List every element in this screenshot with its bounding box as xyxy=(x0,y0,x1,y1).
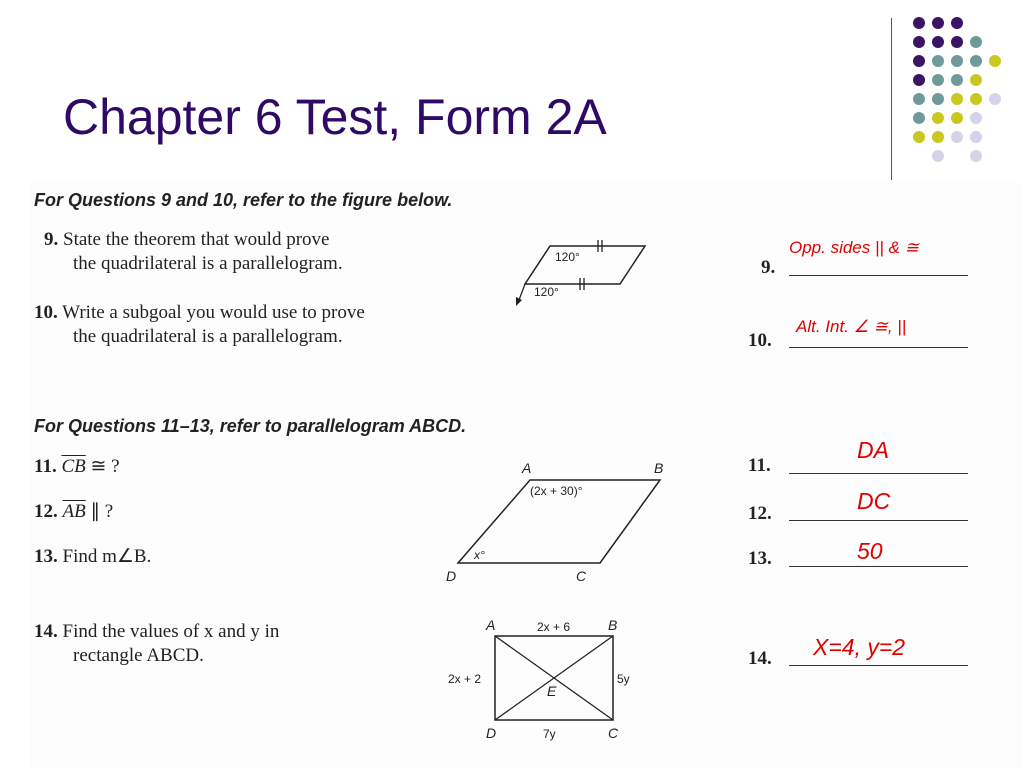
dot xyxy=(932,55,944,67)
left-side-label: 2x + 2 xyxy=(448,672,482,686)
question-9-line2: the quadrilateral is a parallelogram. xyxy=(73,253,343,274)
question-11-number: 11. xyxy=(34,456,57,477)
decorative-dot-grid xyxy=(0,0,1024,180)
answer-11-line xyxy=(789,473,968,474)
answer-10-number: 10. xyxy=(748,330,772,351)
question-11-segment: $\overline{CB}$ xyxy=(61,456,86,477)
question-9-number: 9. xyxy=(44,229,59,250)
question-13 xyxy=(34,545,151,569)
question-13-number: 13. xyxy=(34,546,58,567)
question-10-number: 10. xyxy=(34,302,58,323)
dot xyxy=(932,150,944,162)
answer-12-value: DC xyxy=(857,488,891,514)
dot xyxy=(970,74,982,86)
question-13-text: Find m∠B. xyxy=(62,546,152,567)
question-10-line1: Write a subgoal you would use to prove xyxy=(62,302,365,323)
question-14-number: 14. xyxy=(34,621,58,642)
dot xyxy=(951,74,963,86)
question-12-text: ∥ ? xyxy=(85,501,114,522)
rect-vertex-b-label: B xyxy=(608,617,618,633)
dot xyxy=(913,131,925,143)
question-14-line1: Find the values of x and y in xyxy=(62,621,280,642)
answer-11-value: DA xyxy=(857,437,889,463)
answer-12-number: 12. xyxy=(748,503,772,524)
page-title: Chapter 6 Test, Form 2A xyxy=(63,89,607,145)
dot xyxy=(932,17,944,29)
dot xyxy=(970,93,982,105)
vertex-d-label: D xyxy=(446,568,457,584)
answer-11-number: 11. xyxy=(748,455,771,476)
answer-13-number: 13. xyxy=(748,548,772,569)
dot xyxy=(951,112,963,124)
answer-14-value: X=4, y=2 xyxy=(813,634,906,660)
answer-10-value: Alt. Int. ∠ ≅, || xyxy=(796,317,907,336)
dot xyxy=(970,150,982,162)
dot xyxy=(951,36,963,48)
right-side-label: 5y xyxy=(617,672,630,686)
rectangle-abcd-figure xyxy=(440,614,640,746)
dot xyxy=(951,17,963,29)
dot xyxy=(913,74,925,86)
top-side-label: 2x + 6 xyxy=(537,620,571,634)
rect-vertex-c-label: C xyxy=(608,725,619,741)
dot xyxy=(970,55,982,67)
dot xyxy=(989,93,1001,105)
dot xyxy=(932,131,944,143)
dot xyxy=(970,112,982,124)
angle-top-label: 120° xyxy=(555,250,580,264)
dot xyxy=(989,55,1001,67)
dot xyxy=(951,93,963,105)
dot xyxy=(913,17,925,29)
parallelogram-abcd-figure xyxy=(440,455,680,590)
dot xyxy=(932,74,944,86)
question-10 xyxy=(34,301,365,349)
answer-9-number: 9. xyxy=(761,257,776,278)
dot xyxy=(913,93,925,105)
dot xyxy=(913,112,925,124)
bottom-side-label: 7y xyxy=(543,727,556,741)
rect-vertex-a-label: A xyxy=(486,617,496,633)
answer-12-line xyxy=(789,520,968,521)
center-e-label: E xyxy=(547,683,557,699)
angle-d-label: x° xyxy=(474,548,485,562)
section1-heading: For Questions 9 and 10, refer to the figure below. xyxy=(34,190,453,210)
answer-14-line xyxy=(789,665,968,666)
answer-13-line xyxy=(789,566,968,567)
answer-14-number: 14. xyxy=(748,648,772,669)
section2-heading: For Questions 11–13, refer to parallelogram ABCD. xyxy=(34,416,467,436)
question-9-line1: State the theorem that would prove xyxy=(63,229,330,250)
parallelogram-figure-1 xyxy=(510,234,660,314)
answer-9-value: Opp. sides || & ≅ xyxy=(789,238,919,257)
rect-vertex-d-label: D xyxy=(486,725,497,741)
question-12 xyxy=(34,500,113,524)
dot xyxy=(913,55,925,67)
vertex-a-label: A xyxy=(522,460,532,476)
dot xyxy=(970,131,982,143)
dot xyxy=(913,36,925,48)
title-divider xyxy=(891,18,892,180)
answer-13-value: 50 xyxy=(857,538,883,564)
question-10-line2: the quadrilateral is a parallelogram. xyxy=(73,326,343,347)
angle-a-label: (2x + 30)° xyxy=(530,484,583,498)
question-11 xyxy=(34,455,120,479)
angle-bottom-label: 120° xyxy=(534,285,559,299)
question-11-text: ≅ ? xyxy=(85,456,120,477)
question-9 xyxy=(44,228,343,276)
dot xyxy=(932,112,944,124)
dot xyxy=(970,36,982,48)
question-12-number: 12. xyxy=(34,501,58,522)
question-14-line2: rectangle ABCD. xyxy=(73,645,204,666)
dot xyxy=(932,93,944,105)
question-14 xyxy=(34,620,279,668)
dot xyxy=(951,131,963,143)
dot xyxy=(932,36,944,48)
answer-9-line xyxy=(789,275,968,276)
vertex-b-label: B xyxy=(654,460,664,476)
answer-10-line xyxy=(789,347,968,348)
dot xyxy=(951,55,963,67)
question-12-segment: $\overline{AB}$ xyxy=(62,501,86,522)
vertex-c-label: C xyxy=(576,568,587,584)
